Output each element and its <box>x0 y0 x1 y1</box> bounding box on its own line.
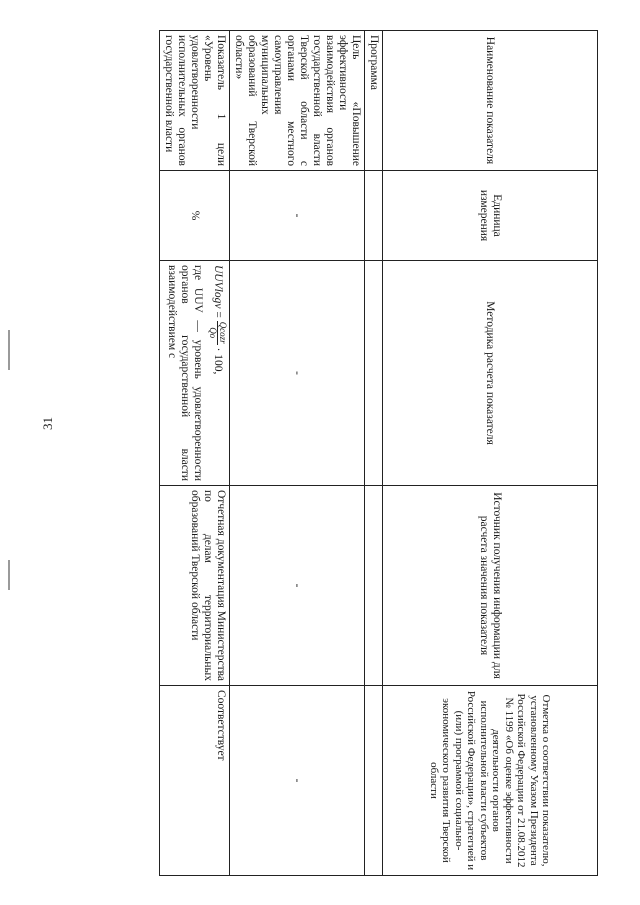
empty-cell <box>365 261 383 486</box>
rotated-table-wrapper <box>163 30 598 875</box>
header-mark: Отметка о соответствии показателю, установленному Указом Президента Российской Федерации от 21.08.2012 № 1199 «Об оценке эффективности деятельности органов исполнительной власти субъектов Российской Федерации», стратегией и (или) программой социально-экономического развития Тверской области <box>383 686 598 876</box>
header-name: Наименование показателя <box>383 31 598 171</box>
formula-fraction <box>208 321 227 345</box>
row-indicator-mark: Соответствует <box>160 686 230 876</box>
row-goal-source: - <box>230 486 365 686</box>
formula-denominator: Qo <box>208 327 218 339</box>
table-row <box>365 31 383 876</box>
scan-edge-mark <box>8 560 10 590</box>
row-indicator-name: Показатель 1 цели «Уровень удовлетворенности исполнительных органов государственной власти <box>160 31 230 171</box>
header-unit: Единица измерения <box>383 171 598 261</box>
empty-cell <box>365 171 383 261</box>
formula-equals: = <box>211 311 224 318</box>
method-description: где UUV — уровень удовлетворенности органов государственной власти взаимодействием с <box>166 265 204 481</box>
empty-cell <box>365 486 383 686</box>
row-indicator-method <box>160 261 230 486</box>
row-goal-name: Цель «Повышение эффективности взаимодействия органов государственной власти Тверской области с органами местного самоуправления муниципальных образований Тверской области» <box>230 31 365 171</box>
table-row <box>160 31 230 876</box>
row-goal-method: - <box>230 261 365 486</box>
method-formula <box>208 265 227 481</box>
row-program-name: Программа <box>365 31 383 171</box>
formula-right: · 100, <box>211 347 224 375</box>
row-goal-unit: - <box>230 171 365 261</box>
formula-numerator: Qcozr <box>218 321 228 344</box>
scan-edge-mark <box>8 330 10 370</box>
table-row <box>230 31 365 876</box>
header-source: Источник получения информации для расчета значения показателя <box>383 486 598 686</box>
row-indicator-source: Отчетная документация Министерства по делам территориальных образований Тверской области <box>160 486 230 686</box>
indicator-table <box>159 30 598 876</box>
header-row <box>383 31 598 876</box>
formula-left: UUVlogv <box>211 265 224 309</box>
page-number: 31 <box>40 417 55 430</box>
row-indicator-unit: % <box>160 171 230 261</box>
row-goal-mark: - <box>230 686 365 876</box>
empty-cell <box>365 686 383 876</box>
header-method: Методика расчета показателя <box>383 261 598 486</box>
